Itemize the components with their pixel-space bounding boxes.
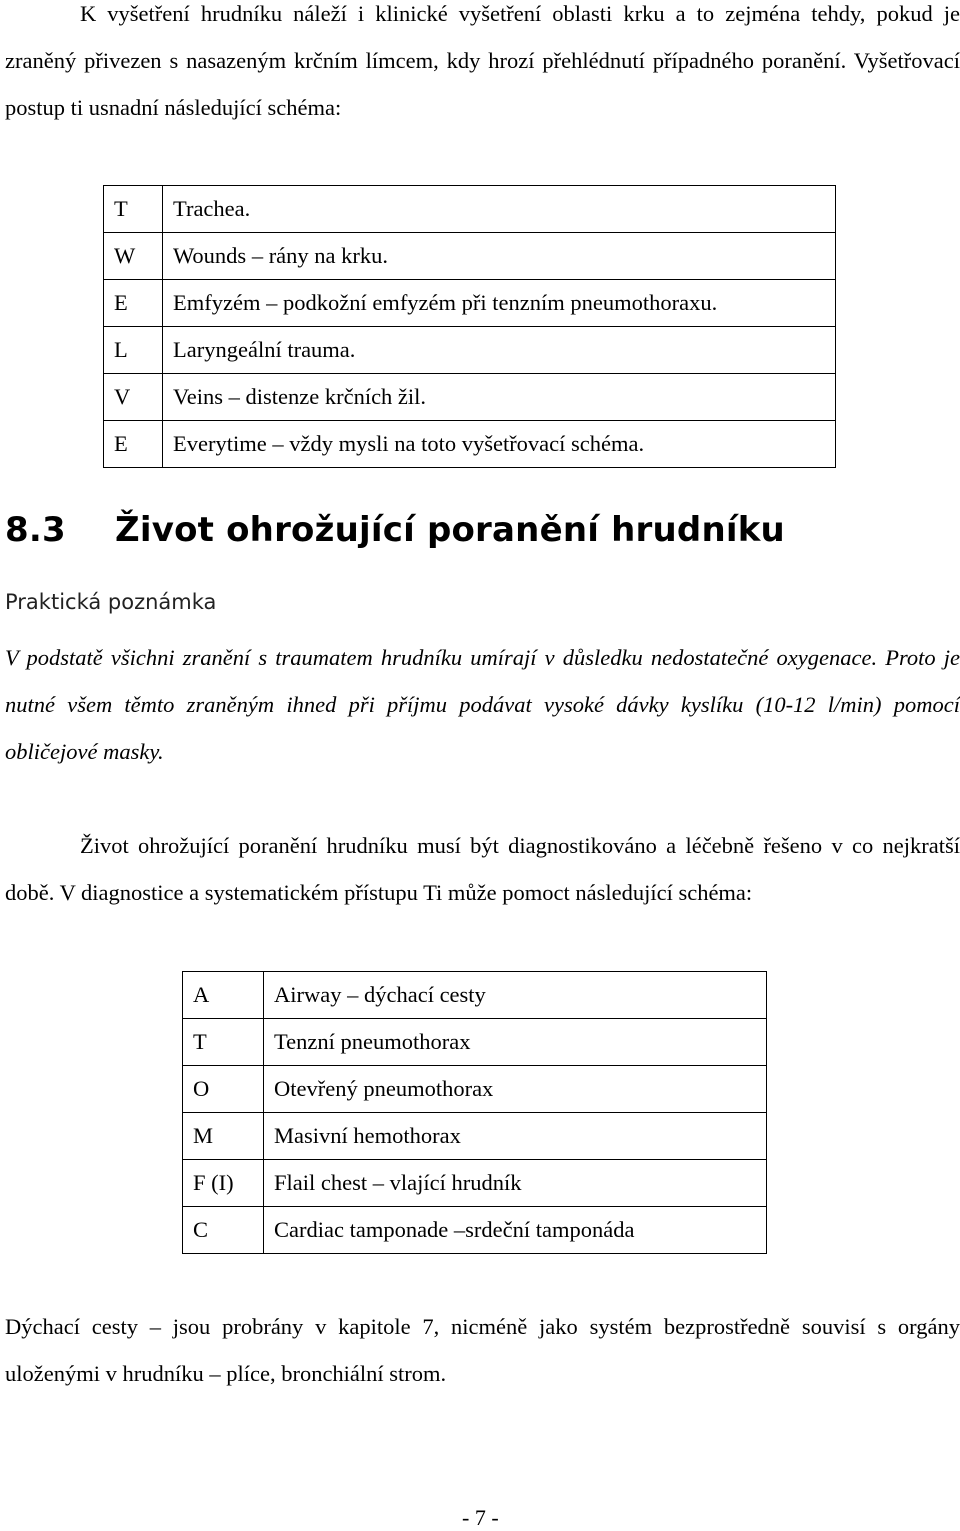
scheme-letter: E [104,421,163,468]
scheme-letter: A [183,972,264,1019]
scheme-letter: O [183,1066,264,1113]
page-number: - 7 - [462,1505,499,1530]
scheme-letter: T [183,1019,264,1066]
scheme-letter: C [183,1207,264,1254]
diagnosis-paragraph [5,822,960,916]
section-number: 8.3 [5,510,66,550]
atomfc-scheme-table [182,971,767,1254]
scheme-letter: V [104,374,163,421]
diagnosis-text: Život ohrožující poranění hrudníku musí být diagnostikováno a léčebně řešeno v co nejkratší době. V diagnostice a systematickém přístupu Ti může pomoct následující schéma: [5,833,960,905]
scheme-description: Wounds – rány na krku. [163,233,836,280]
table-row [104,327,836,374]
note-paragraph [5,634,960,775]
scheme-description: Everytime – vždy mysli na toto vyšetřovací schéma. [163,421,836,468]
scheme-description: Masivní hemothorax [264,1113,767,1160]
scheme-description: Laryngeální trauma. [163,327,836,374]
scheme-description: Airway – dýchací cesty [264,972,767,1019]
scheme-letter: W [104,233,163,280]
table-row [183,1160,767,1207]
scheme-description: Cardiac tamponade –srdeční tamponáda [264,1207,767,1254]
scheme-description: Emfyzém – podkožní emfyzém při tenzním pneumothoraxu. [163,280,836,327]
scheme-letter: E [104,280,163,327]
table-row [183,1113,767,1160]
table-row [183,1019,767,1066]
table-row [183,1066,767,1113]
table-row [104,421,836,468]
tweelve-scheme-table [103,185,836,468]
table-row [183,972,767,1019]
scheme-letter: F (I) [183,1160,264,1207]
airway-paragraph [5,1303,960,1397]
note-text: V podstatě všichni zranění s traumatem hrudníku umírají v důsledku nedostatečné oxygenace. Proto je nutné všem těmto zraněným ihned při příjmu podávat vysoké dávky kyslíku (10-12 l/min) pomocí obličejové masky. [5,645,960,764]
table-row [104,186,836,233]
airway-text: Dýchací cesty – jsou probrány v kapitole 7, nicméně jako systém bezprostředně souvisí s orgány uloženými v hrudníku – plíce, bronchiální strom. [5,1314,960,1386]
table-row [104,374,836,421]
scheme-description: Veins – distenze krčních žil. [163,374,836,421]
scheme-description: Otevřený pneumothorax [264,1066,767,1113]
scheme-description: Tenzní pneumothorax [264,1019,767,1066]
intro-paragraph [5,0,960,131]
scheme-letter: T [104,186,163,233]
scheme-letter: L [104,327,163,374]
table-row [183,1207,767,1254]
section-title: Život ohrožující poranění hrudníku [115,510,785,550]
scheme-description: Trachea. [163,186,836,233]
scheme-description: Flail chest – vlající hrudník [264,1160,767,1207]
table-row [104,233,836,280]
table-row [104,280,836,327]
section-heading [5,510,785,550]
scheme-letter: M [183,1113,264,1160]
intro-text: K vyšetření hrudníku náleží i klinické vyšetření oblasti krku a to zejména tehdy, pokud je zraněný přivezen s nasazeným krčním límcem, kdy hrozí přehlédnutí případného poranění. Vyšetřovací postup ti usnadní následující schéma: [5,1,960,120]
note-label: Praktická poznámka [5,590,217,614]
